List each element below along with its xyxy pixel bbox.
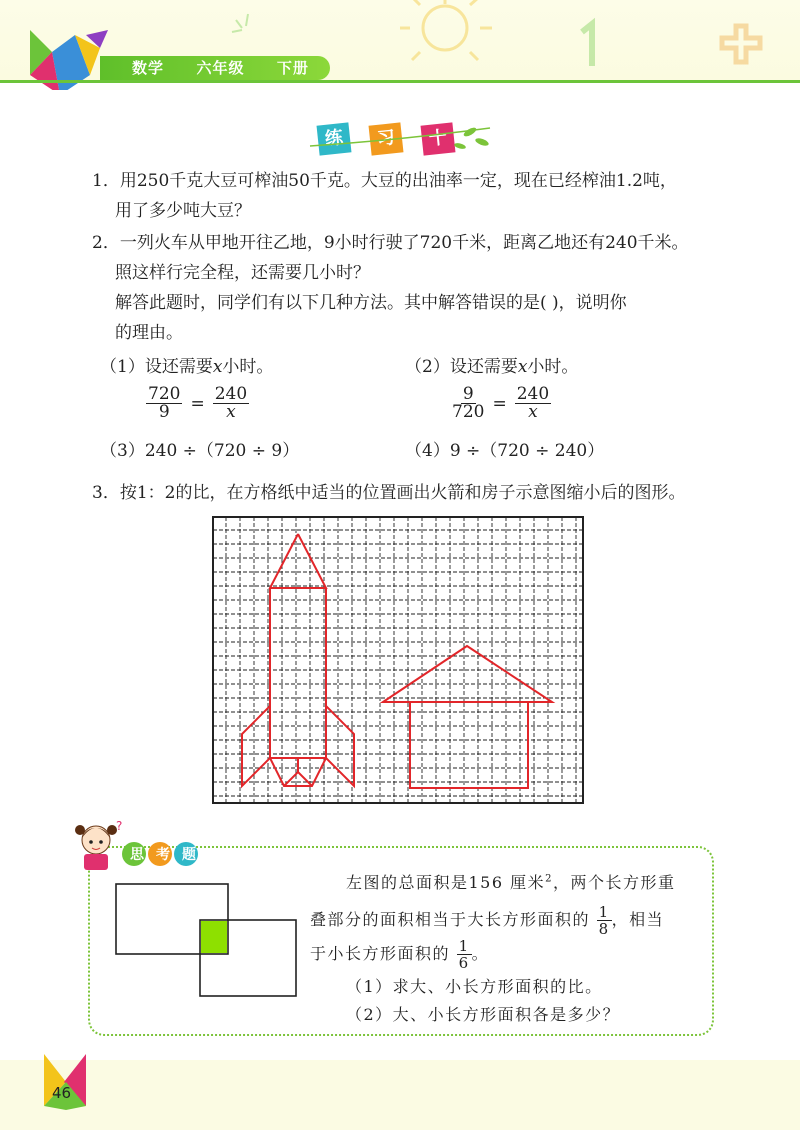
method-2-label: （2）设还需要x小时。 xyxy=(405,357,579,377)
page-number: 46 xyxy=(52,1084,72,1102)
svg-text:?: ? xyxy=(116,819,123,833)
think-badge-label: 思考题 xyxy=(130,847,208,863)
q1-line1: 1．用250千克大豆可榨油50千克。大豆的出油率一定，现在已经榨油1.2吨， xyxy=(92,171,677,191)
header-title: 数学 六年级 下册 xyxy=(132,59,309,77)
plus-doodle-icon xyxy=(722,26,760,62)
title-tile-2: 习 xyxy=(369,122,404,155)
method-4: （4）9 ÷（720 ÷ 240） xyxy=(405,441,605,461)
think-item2: （2）大、小长方形面积各是多少？ xyxy=(346,1005,621,1024)
sun-doodle-icon xyxy=(400,0,492,60)
title-tile-1: 练 xyxy=(317,122,352,155)
one-doodle-icon xyxy=(582,24,592,66)
overlap-rectangles-figure xyxy=(112,880,312,1000)
think-line1: 左图的总面积是156 厘米$^2$，两个长方形重 xyxy=(346,873,676,892)
q2-line2: 照这样行完全程，还需要几小时？ xyxy=(115,263,370,283)
title-tile-3: 十 xyxy=(421,122,456,155)
method-2-equation: $\frac{9}{720}$ = $\frac{240}{x}$ xyxy=(452,384,550,422)
q2-line4: 的理由。 xyxy=(115,323,183,343)
q2-line3: 解答此题时，同学们有以下几种方法。其中解答错误的是( )，说明你 xyxy=(115,293,627,313)
think-line3: 于小长方形面积的 $\frac{1}{6}$ 。 xyxy=(310,937,490,972)
think-item1: （1）求大、小长方形面积的比。 xyxy=(346,977,603,996)
q1-line2: 用了多少吨大豆？ xyxy=(115,201,251,221)
method-1-label: （1）设还需要x小时。 xyxy=(100,357,274,377)
overlap-region xyxy=(201,921,227,953)
footer-band xyxy=(0,1060,800,1130)
grid-paper xyxy=(212,516,584,806)
q3-line1: 3．按1：2的比，在方格纸中适当的位置画出火箭和房子示意图缩小后的图形。 xyxy=(92,483,686,503)
method-3: （3）240 ÷（720 ÷ 9） xyxy=(100,441,300,461)
q2-line1: 2．一列火车从甲地开往乙地，9小时行驶了720千米，距离乙地还有240千米。 xyxy=(92,233,689,253)
think-line2: 叠部分的面积相当于大长方形面积的 $\frac{1}{8}$ ，相当 xyxy=(310,903,665,938)
header-divider xyxy=(0,80,800,83)
title-vine-icon xyxy=(300,120,500,164)
sparkle-doodle-icon xyxy=(232,14,248,32)
method-1-equation: $\frac{720}{9}$ = $\frac{240}{x}$ xyxy=(148,384,248,422)
